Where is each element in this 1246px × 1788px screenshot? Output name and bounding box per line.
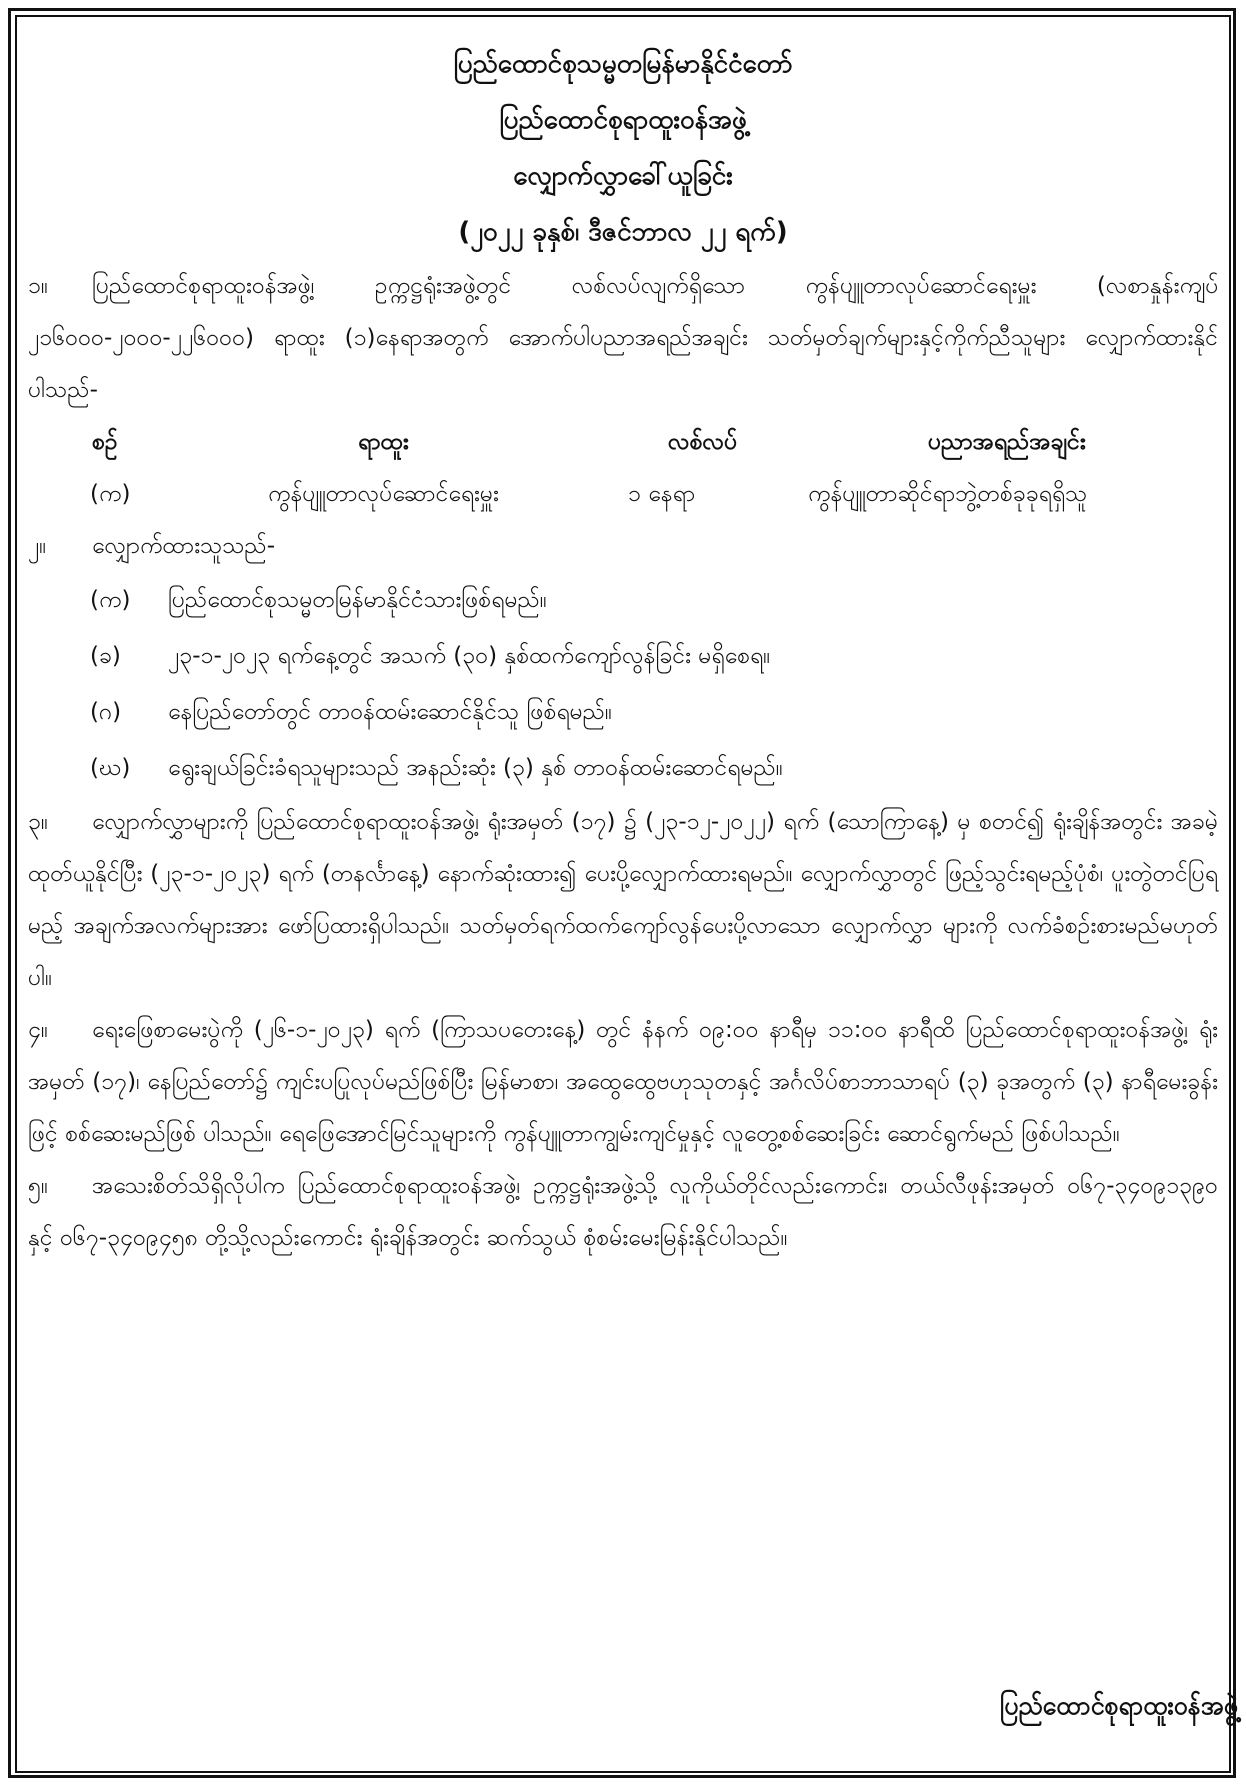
paragraph-4 <box>28 1004 1218 1160</box>
list-item <box>28 740 1218 796</box>
list-item <box>28 628 1218 684</box>
list-item <box>28 684 1218 740</box>
paragraph-3-text: လျှောက်လွှာများကို ပြည်ထောင်စုရာထူးဝန်အဖွဲ့၊ ရုံးအမှတ် (၁၇) ၌ (၂၃-၁၂-၂၀၂၂) ရက် (သောကြာနေ့) မှ စတင်၍ ရုံးချိန်အတွင်း အခမဲ့ထုတ်ယူနိုင်ပြီး (၂၃-၁-၂၀၂၃) ရက် (တနင်္လာနေ့) နောက်ဆုံးထား၍ ပေးပို့လျှောက်ထားရမည်။ လျှောက်လွှာတွင် ဖြည့်သွင်းရမည့်ပုံစံ၊ ပူးတွဲတင်ပြရမည့် အချက်အလက်များအား ဖော်ပြထားရှိပါသည်။ သတ်မှတ်ရက်ထက်ကျော်လွန်ပေးပို့လာသော လျှောက်လွှာ များကို လက်ခံစဉ်းစားမည်မဟုတ်ပါ။ <box>28 809 1218 991</box>
paragraph-2 <box>28 520 1218 572</box>
table-header <box>28 416 1218 468</box>
list-item-text: ပြည်ထောင်စုသမ္မတမြန်မာနိုင်ငံသားဖြစ်ရမည်။ <box>168 587 547 613</box>
list-item <box>28 572 1218 628</box>
header-country: ပြည်ထောင်စုသမ္မတမြန်မာနိုင်ငံတော် <box>453 49 793 79</box>
paragraph-5-text: အသေးစိတ်သိရှိလိုပါက ပြည်ထောင်စုရာထူးဝန်အဖွဲ့၊ ဥက္ကဋ္ဌရုံးအဖွဲ့သို့ လူကိုယ်တိုင်လည်းကောင်း၊ တယ်လီဖုန်းအမှတ် ၀၆၇-၃၄၀၉၁၃၉၀ နှင့် ၀၆၇-၃၄၀၉၄၅၈ တို့သို့လည်းကောင်း ရုံးချိန်အတွင်း ဆက်သွယ် စုံစမ်းမေးမြန်းနိုင်ပါသည်။ <box>28 1173 1218 1251</box>
list-item-label: (က) <box>90 587 131 613</box>
table-header-vacancy: လစ်လပ် <box>668 429 738 455</box>
signature-organization: ပြည်ထောင်စုရာထူးဝန်အဖွဲ့ <box>1000 1691 1238 1720</box>
paragraph-2-number: ၂။ <box>28 533 47 559</box>
list-item-text: ရွေးချယ်ခြင်းခံရသူများသည် အနည်းဆုံး (၃) နှစ် တာဝန်ထမ်းဆောင်ရမည်။ <box>168 755 783 781</box>
paragraph-3-number: ၃။ <box>28 809 48 835</box>
paragraph-4-number: ၄။ <box>28 1017 48 1043</box>
header-organization: ပြည်ထောင်စုရာထူးဝန်အဖွဲ့ <box>499 105 747 135</box>
list-item-text: ၂၃-၁-၂၀၂၃ ရက်နေ့တွင် အသက် (၃၀) နှစ်ထက်ကျော်လွန်ခြင်း မရှိစေရ။ <box>168 643 771 669</box>
table-header-qualification: ပညာအရည်အချင်း <box>928 429 1086 455</box>
list-item-label: (ဃ) <box>90 755 131 781</box>
paragraph-5-number: ၅။ <box>28 1173 48 1199</box>
paragraph-1-text: ပြည်ထောင်စုရာထူးဝန်အဖွဲ့၊ ဥက္ကဋ္ဌရုံးအဖွဲ့တွင် လစ်လပ်လျက်ရှိသော ကွန်ပျူတာလုပ်ဆောင်ရေးမှူး (လစာနှုန်းကျပ် ၂၁၆၀၀၀-၂၀၀၀-၂၂၆၀၀၀) ရာထူး (၁)နေရာအတွက် အောက်ပါပညာအရည်အချင်း သတ်မှတ်ချက်များနှင့်ကိုက်ညီသူများ လျှောက်ထားနိုင်ပါသည်- <box>28 273 1218 403</box>
list-item-text: နေပြည်တော်တွင် တာဝန်ထမ်းဆောင်နိုင်သူ ဖြစ်ရမည်။ <box>168 699 613 725</box>
header-date: (၂၀၂၂ ခုနှစ်၊ ဒီဇင်ဘာလ ၂၂ ရက်) <box>458 217 788 247</box>
table-cell-position: ကွန်ပျူတာလုပ်ဆောင်ရေးမှူး <box>268 481 499 507</box>
paragraph-2-text: လျှောက်ထားသူသည်- <box>92 533 276 559</box>
header-subject: လျှောက်လွှာခေါ်ယူခြင်း <box>513 161 733 191</box>
list-item-label: (ခ) <box>90 643 121 669</box>
table-row <box>28 468 1218 520</box>
paragraph-3 <box>28 796 1218 1004</box>
table-header-position: ရာထူး <box>358 429 409 455</box>
paragraph-5 <box>28 1160 1218 1264</box>
table-cell-vacancy: ၁ နေရာ <box>628 481 696 507</box>
paragraph-1-number: ၁။ <box>28 273 48 299</box>
table-cell-no: (က) <box>90 481 131 507</box>
notice-content <box>28 36 1218 1264</box>
table-cell-qualification: ကွန်ပျူတာဆိုင်ရာဘွဲ့တစ်ခုခုရရှိသူ <box>808 481 1088 507</box>
paragraph-1 <box>28 260 1218 416</box>
table-header-no: စဉ် <box>92 429 118 455</box>
list-item-label: (ဂ) <box>90 699 122 725</box>
paragraph-4-text: ရေးဖြေစာမေးပွဲကို (၂၆-၁-၂၀၂၃) ရက် (ကြာသပတေးနေ့) တွင် နံနက် ၀၉:၀၀ နာရီမှ ၁၁:၀၀ နာရီထိ ပြည်ထောင်စုရာထူးဝန်အဖွဲ့၊ ရုံးအမှတ် (၁၇)၊ နေပြည်တော်၌ ကျင်းပပြုလုပ်မည်ဖြစ်ပြီး မြန်မာစာ၊ အထွေထွေဗဟုသုတနှင့် အင်္ဂလိပ်စာဘာသာရပ် (၃) ခုအတွက် (၃) နာရီမေးခွန်းဖြင့် စစ်ဆေးမည်ဖြစ် ပါသည်။ ရေဖြေအောင်မြင်သူများကို ကွန်ပျူတာကျွမ်းကျင်မှုနှင့် လူတွေ့စစ်ဆေးခြင်း ဆောင်ရွက်မည် ဖြစ်ပါသည်။ <box>28 1017 1218 1147</box>
